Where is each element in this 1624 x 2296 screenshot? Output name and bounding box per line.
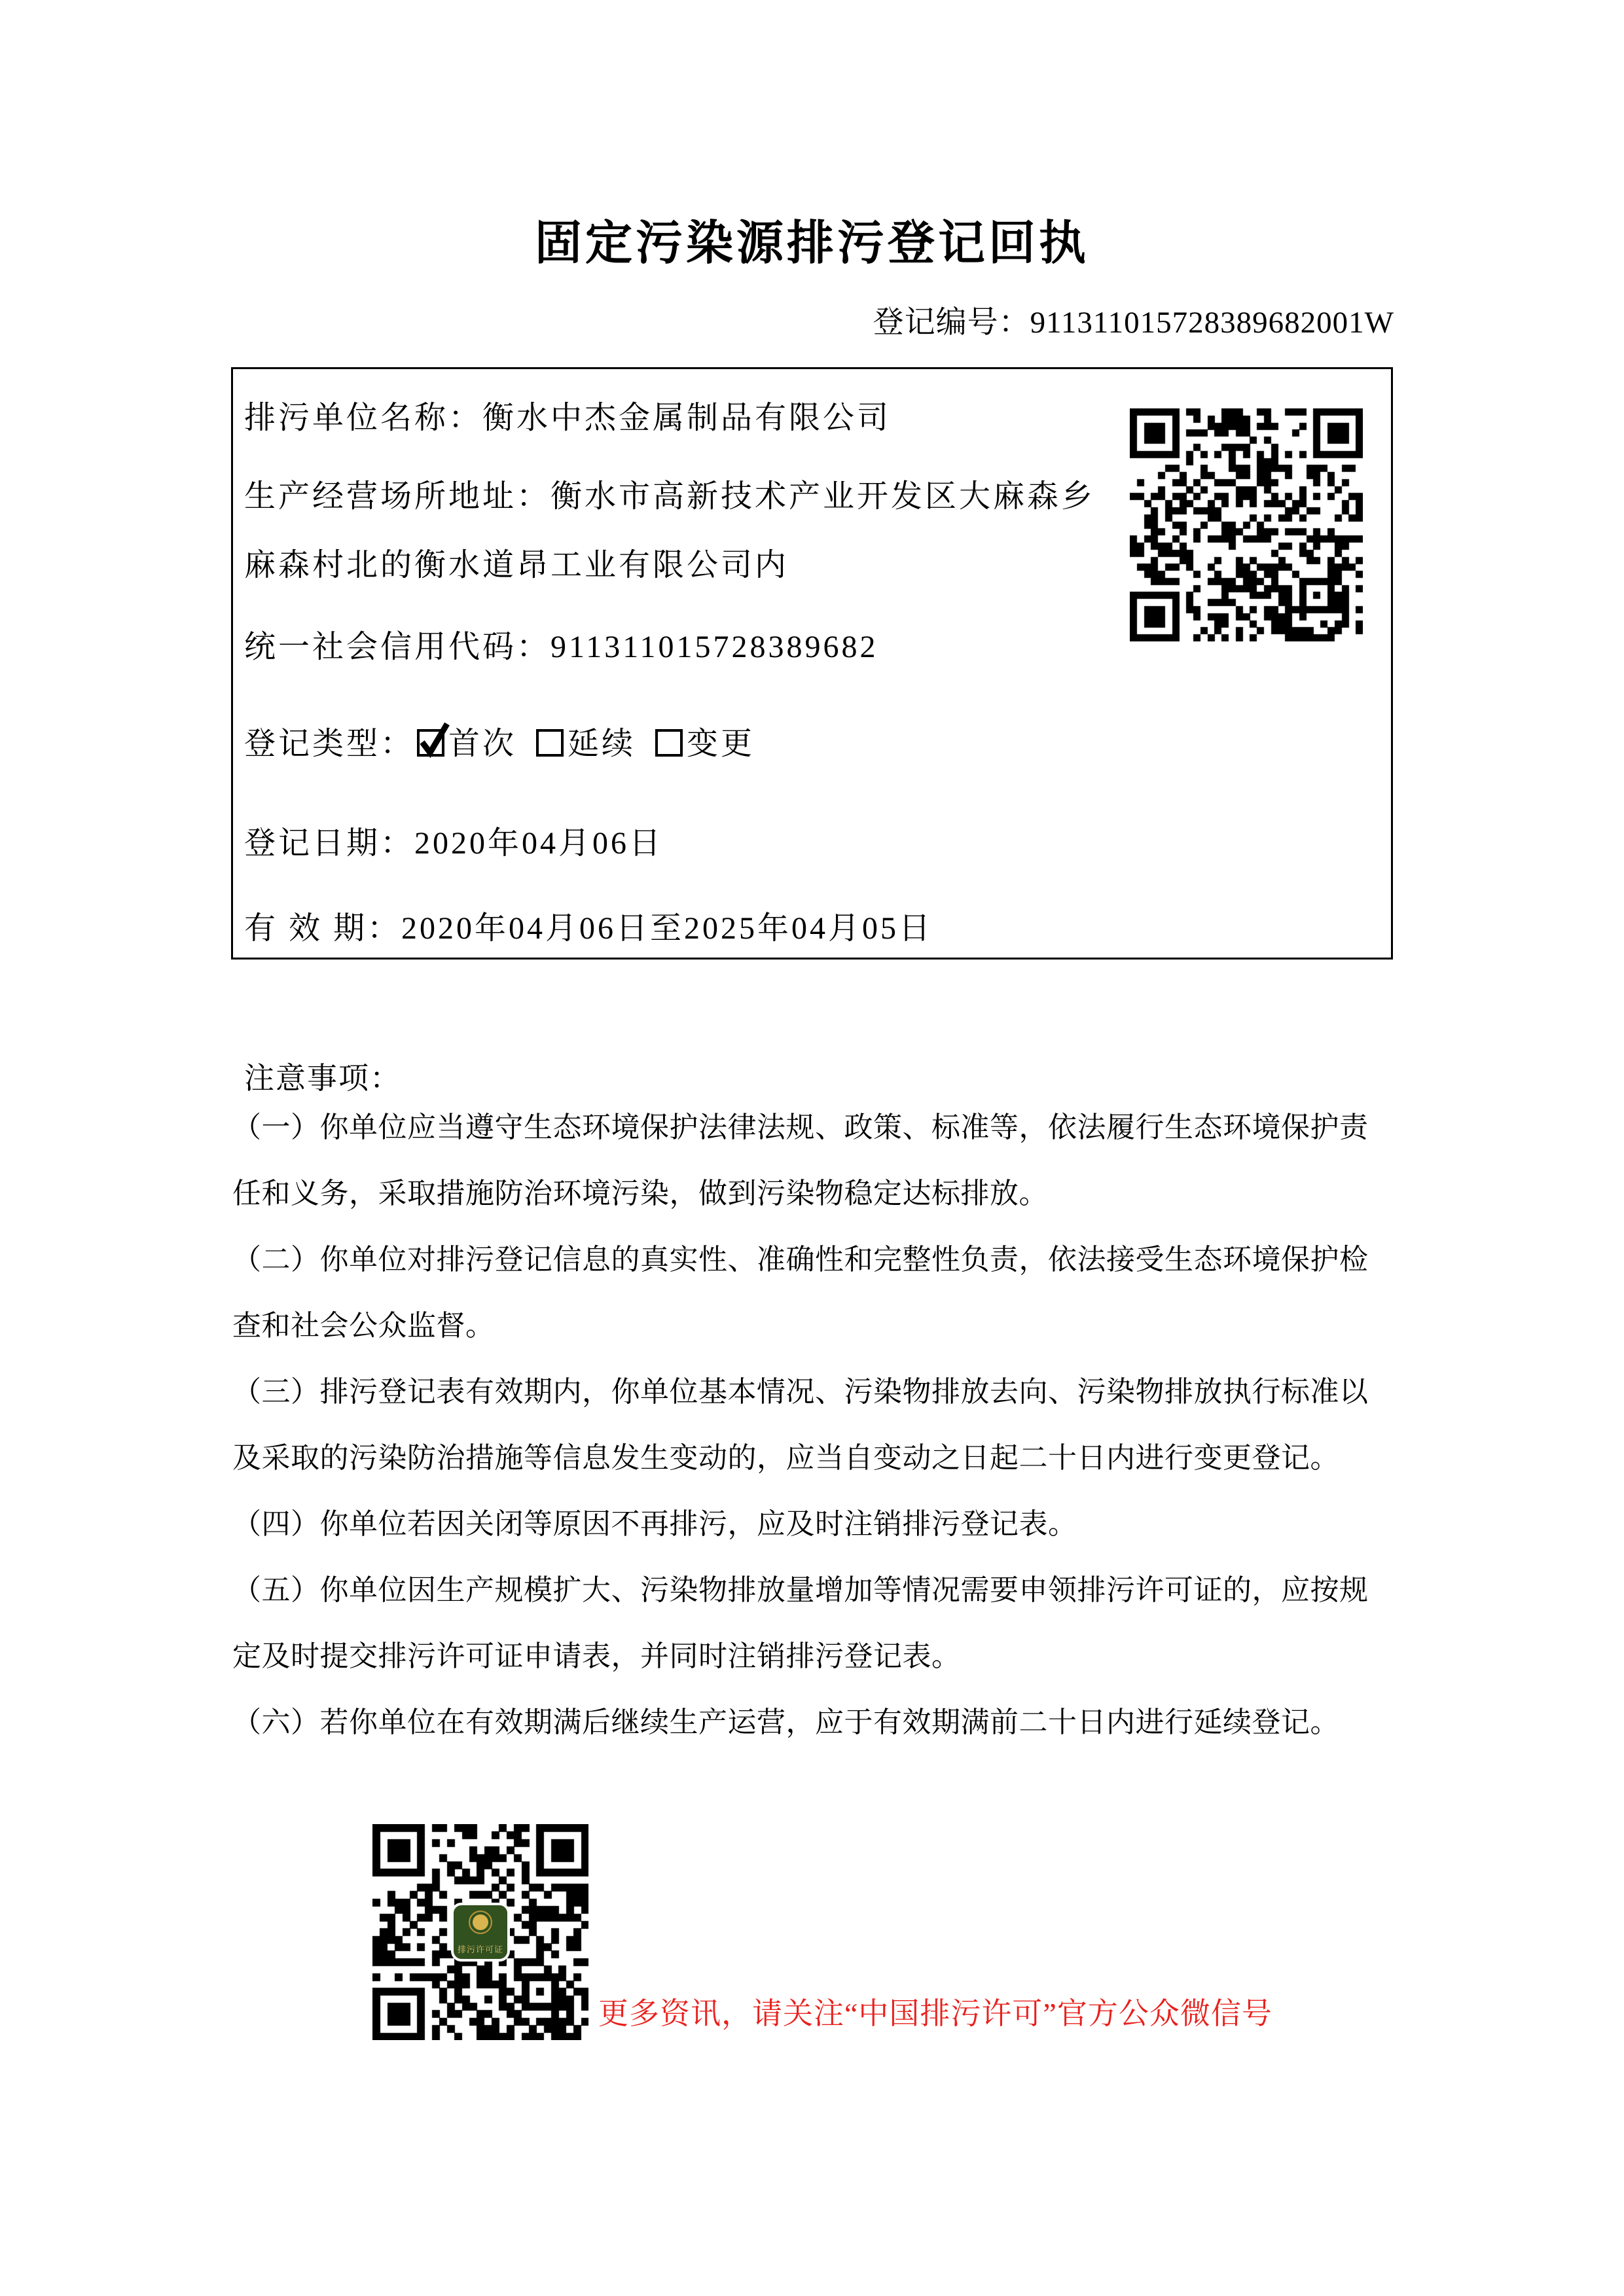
registration-qr-code [1130, 408, 1363, 641]
note-line: （六）若你单位在有效期满后继续生产运营，应于有效期满前二十日内进行延续登记。 [232, 1706, 1339, 1738]
note-line: （四）你单位若因关闭等原因不再排污，应及时注销排污登记表。 [232, 1508, 1077, 1540]
note-line: （五）你单位因生产规模扩大、污染物排放量增加等情况需要申领排污许可证的，应按规 [232, 1574, 1369, 1606]
note-line: 任和义务，采取措施防治环境污染，做到污染物稳定达标排放。 [232, 1177, 1048, 1210]
reg-type-option-label: 首次 [448, 726, 517, 761]
wechat-qr-center-logo [451, 1903, 510, 1962]
checkbox-icon [655, 729, 683, 757]
checkbox-icon [536, 729, 564, 757]
reg-type-option-renew [533, 726, 636, 761]
national-emblem-icon [469, 1910, 492, 1934]
validity-row [244, 908, 933, 949]
reg-type-option-change [653, 726, 755, 761]
notes-section [232, 1094, 1411, 1755]
qr-logo-text: 排污许可证 [457, 1945, 503, 1954]
note-line: （二）你单位对排污登记信息的真实性、准确性和完整性负责，依法接受生态环境保护检 [232, 1244, 1369, 1276]
registration-number-line [873, 302, 1394, 343]
note-line: （一）你单位应当遵守生态环境保护法律法规、政策、标准等，依法履行生态环境保护责 [232, 1111, 1369, 1143]
note-line: 查和社会公众监督。 [232, 1310, 495, 1342]
reg-type-option-label: 变更 [687, 726, 755, 761]
validity-label: 有 效 期： [244, 911, 402, 946]
registration-number-value: 911311015728389682001W [1030, 306, 1394, 340]
note-line: （三）排污登记表有效期内，你单位基本情况、污染物排放去向、污染物排放执行标准以 [232, 1376, 1369, 1408]
address-value-line2: 麻森村北的衡水道昂工业有限公司内 [244, 548, 789, 583]
reg-type-option-label: 延续 [568, 726, 636, 761]
credit-code-label: 统一社会信用代码： [244, 630, 551, 664]
page-title: 固定污染源排污登记回执 [534, 217, 1089, 270]
registration-info-box [231, 367, 1393, 960]
reg-type-option-first [414, 726, 516, 761]
registration-type-label: 登记类型： [244, 726, 415, 761]
address-value-line1: 衡水市高新技术产业开发区大麻森乡 [550, 479, 1096, 514]
registration-number-label: 登记编号： [873, 306, 1030, 340]
registration-type-row [244, 724, 772, 764]
validity-value: 2020年04月06日至2025年04月05日 [401, 911, 933, 946]
address-row-continued [244, 545, 789, 586]
checkbox-checked-icon [417, 729, 444, 757]
credit-code-value: 911311015728389682 [550, 630, 878, 664]
registration-date-row [244, 823, 663, 864]
notes-heading: 注意事项： [244, 1062, 401, 1095]
registration-date-label: 登记日期： [244, 826, 415, 861]
unit-name-value: 衡水中杰金属制品有限公司 [482, 401, 892, 435]
address-label: 生产经营场所地址： [244, 479, 551, 514]
wechat-caption: 更多资讯，请关注“中国排污许可”官方公众微信号 [598, 1997, 1272, 2030]
credit-code-row [244, 627, 878, 668]
unit-name-label: 排污单位名称： [244, 401, 483, 435]
address-row [244, 476, 1095, 517]
note-line: 定及时提交排污许可证申请表，并同时注销排污登记表。 [232, 1640, 961, 1672]
note-line: 及采取的污染防治措施等信息发生变动的，应当自变动之日起二十日内进行变更登记。 [232, 1442, 1339, 1474]
registration-date-value: 2020年04月06日 [414, 826, 664, 861]
unit-name-row [244, 398, 891, 439]
